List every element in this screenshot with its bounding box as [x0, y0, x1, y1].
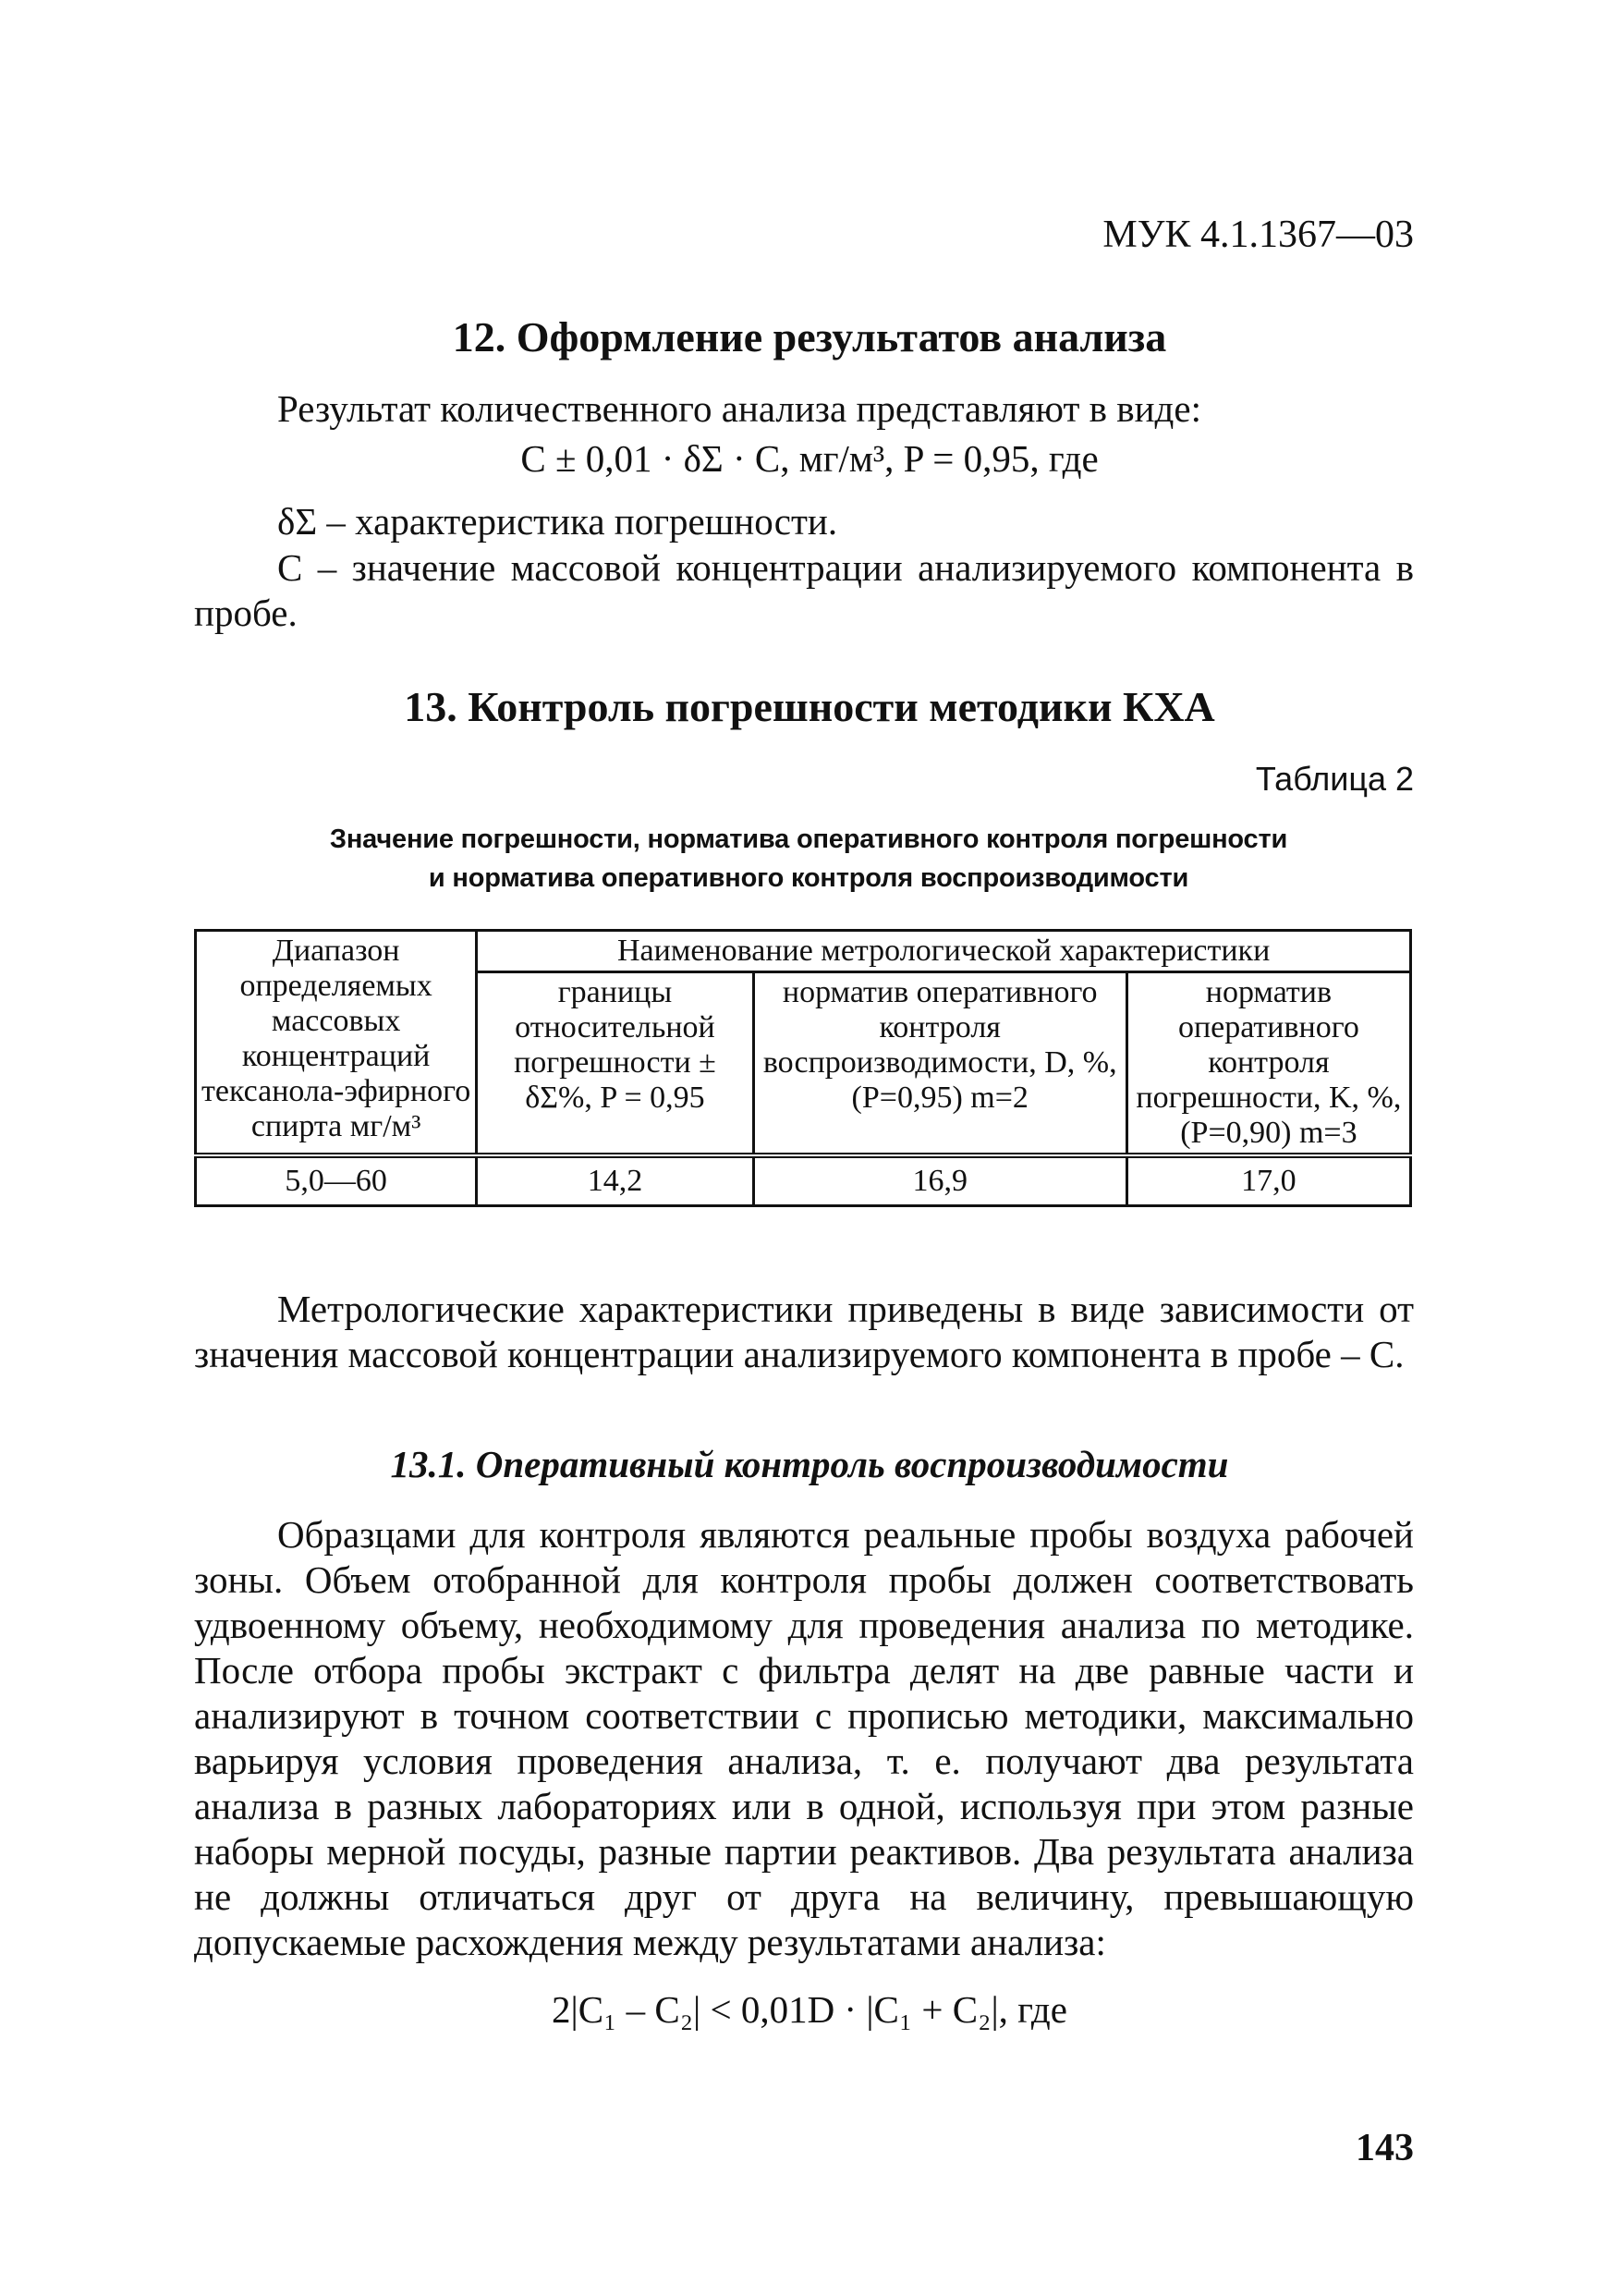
reproducibility-formula: 2|C₁ – C₂| < 0,01D · |C₁ + C₂|, где [552, 1988, 1067, 2031]
definition-delta: δΣ – характеристика погрешности. [277, 500, 838, 543]
header-range: Диапазон определяемых массовых концентраций тексанола-эфирного спирта мг/м³ [196, 931, 477, 1156]
section-13-1-title: 13.1. Оперативный контроль воспроизводимости [390, 1443, 1229, 1485]
table-title-line-2: и норматива оперативного контроля воспроизводимости [428, 863, 1189, 893]
section-13-title: 13. Контроль погрешности методики КХА [404, 683, 1215, 730]
header-relative-error: границы относительной погрешности ± δΣ%, P = 0,95 [477, 972, 753, 1156]
table-row [196, 1155, 1411, 1206]
cell-range: 5,0—60 [196, 1155, 477, 1206]
table-title-line-1: Значение погрешности, норматива оперативного контроля погрешности [329, 824, 1288, 854]
document-code: МУК 4.1.1367—03 [1102, 214, 1414, 256]
section-12-intro: Результат количественного анализа представляют в виде: [277, 387, 1201, 430]
cell-reproducibility: 16,9 [753, 1155, 1126, 1206]
cell-relative-error: 14,2 [477, 1155, 753, 1206]
section-12-title: 12. Оформление результатов анализа [452, 313, 1167, 360]
definition-c: C – значение массовой концентрации анализируемого компонента в пробе. [194, 546, 1414, 634]
metrology-note: Метрологические характеристики приведены в виде зависимости от значения массовой концентрации анализируемого компонента в пробе – C. [194, 1288, 1414, 1375]
table-label: Таблица 2 [1255, 760, 1414, 798]
page-number: 143 [1356, 2127, 1414, 2169]
section-13-1-paragraph: Образцами для контроля являются реальные пробы воздуха рабочей зоны. Объем отобранной для контроля пробы должен соответствовать удвоенному объему, необходимому для проведения анализа по методике. После отбора пробы экстракт с фильтра делят на две равные части и анализируют в точном соответствии с прописью методики, максимально варьируя условия проведения анализа, т. е. получают два результата анализа в разных лабораториях или в одной, используя при этом разные наборы мерной посуды, разные партии реактивов. Два результата анализа не должны отличаться друг от друга на величину, превышающую допускаемые расхождения между результатами анализа: [194, 1513, 1414, 1963]
header-reproducibility-norm: норматив оперативного контроля воспроизводимости, D, %, (P=0,95) m=2 [753, 972, 1126, 1156]
metrology-table [194, 929, 1412, 1207]
header-error-norm: норматив оперативного контроля погрешности, K, %, (P=0,90) m=3 [1126, 972, 1410, 1156]
header-group: Наименование метрологической характеристики [477, 931, 1411, 972]
cell-error-norm: 17,0 [1126, 1155, 1410, 1206]
result-formula: C ± 0,01 · δΣ · C, мг/м³, P = 0,95, где [520, 437, 1099, 480]
